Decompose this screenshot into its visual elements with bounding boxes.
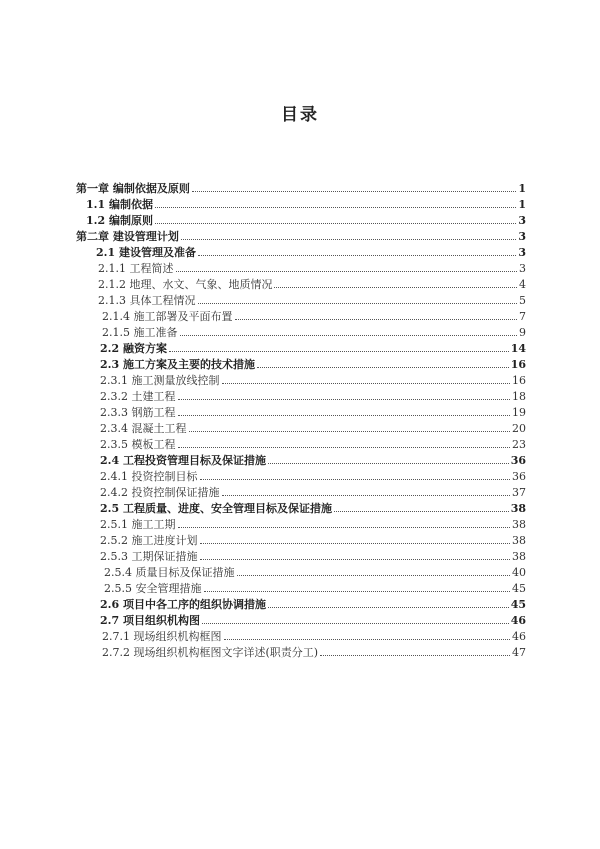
toc-entry-page: 38 — [512, 534, 526, 547]
toc-leader — [155, 223, 516, 224]
toc-entry-page: 40 — [512, 566, 526, 579]
toc-entry-page: 3 — [518, 246, 526, 259]
toc-entry[interactable] — [86, 194, 526, 211]
toc-leader — [237, 575, 511, 576]
toc-entry-label: 2.3.2 土建工程 — [100, 390, 176, 403]
toc-entry[interactable] — [102, 306, 526, 323]
toc-entry-label: 2.7.2 现场组织机构框图文字详述(职责分工) — [102, 646, 319, 659]
toc-leader — [274, 287, 517, 288]
toc-entry-page: 36 — [512, 470, 526, 483]
toc-leader — [334, 511, 509, 512]
toc-entry-page: 14 — [510, 342, 526, 355]
toc-leader — [235, 319, 518, 320]
toc-entry-label: 1.2 编制原则 — [86, 214, 153, 227]
toc-leader — [202, 623, 509, 624]
toc-entry-page: 3 — [519, 262, 526, 275]
toc-leader — [204, 591, 511, 592]
toc-entry-page: 45 — [510, 598, 526, 611]
toc-entry-label: 第二章 建设管理计划 — [76, 230, 179, 243]
toc-entry[interactable] — [98, 290, 526, 307]
toc-leader — [268, 607, 509, 608]
toc-entry-label: 2.1 建设管理及准备 — [96, 246, 196, 259]
toc-leader — [178, 527, 511, 528]
toc-entry[interactable] — [100, 530, 526, 547]
toc-entry-page: 9 — [519, 326, 526, 339]
toc-entry-label: 2.6 项目中各工序的组织协调措施 — [100, 598, 266, 611]
toc-entry[interactable] — [100, 546, 526, 563]
toc-entry-label: 2.5.5 安全管理措施 — [104, 582, 202, 595]
toc-entry-page: 18 — [512, 390, 526, 403]
toc-entry[interactable] — [100, 498, 526, 515]
toc-entry-label: 2.3.3 钢筋工程 — [100, 406, 176, 419]
toc-leader — [178, 447, 511, 448]
toc-leader — [178, 399, 511, 400]
toc-entry-label: 2.1.4 施工部署及平面布置 — [102, 310, 233, 323]
toc-entry-label: 第一章 编制依据及原则 — [76, 182, 190, 195]
toc-leader — [180, 335, 518, 336]
toc-title: 目录 — [281, 105, 319, 125]
toc-entry[interactable] — [86, 210, 526, 227]
toc-entry[interactable] — [100, 354, 526, 371]
toc-entry[interactable] — [100, 434, 526, 451]
toc-entry-page: 38 — [510, 502, 526, 515]
toc-leader — [181, 239, 517, 240]
toc-entry-label: 2.3.4 混凝土工程 — [100, 422, 187, 435]
toc-entry[interactable] — [76, 178, 526, 195]
toc-leader — [222, 495, 511, 496]
toc-entry[interactable] — [100, 482, 526, 499]
toc-entry[interactable] — [96, 242, 526, 259]
toc-entry[interactable] — [104, 578, 526, 595]
toc-leader — [155, 207, 516, 208]
toc-leader — [200, 559, 511, 560]
toc-entry[interactable] — [98, 274, 526, 291]
toc-entry-page: 38 — [512, 550, 526, 563]
toc-entry-page: 3 — [518, 230, 526, 243]
toc-entry[interactable] — [102, 642, 526, 659]
toc-entry[interactable] — [100, 338, 526, 355]
toc-entry-label: 2.5.4 质量目标及保证措施 — [104, 566, 235, 579]
toc-entry-page: 7 — [519, 310, 526, 323]
toc-entry-page: 46 — [512, 630, 526, 643]
toc-leader — [224, 639, 511, 640]
toc-entry-page: 1 — [518, 198, 526, 211]
toc-entry-label: 2.5.3 工期保证措施 — [100, 550, 198, 563]
toc-entry-label: 2.7.1 现场组织机构框图 — [102, 630, 222, 643]
toc-leader — [320, 655, 510, 656]
toc-entry[interactable] — [100, 466, 526, 483]
toc-entry-label: 2.4.2 投资控制保证措施 — [100, 486, 220, 499]
toc-leader — [268, 463, 509, 464]
toc-leader — [178, 415, 511, 416]
toc-entry-label: 2.1.2 地理、水文、气象、地质情况 — [98, 278, 273, 291]
toc-entry-label: 2.1.3 具体工程情况 — [98, 294, 196, 307]
toc-entry-label: 2.4.1 投资控制目标 — [100, 470, 198, 483]
toc-entry-page: 16 — [510, 358, 526, 371]
toc-entry-page: 16 — [512, 374, 526, 387]
toc-entry[interactable] — [102, 626, 526, 643]
toc-entry-page: 23 — [512, 438, 526, 451]
toc-entry-page: 37 — [512, 486, 526, 499]
toc-entry-page: 47 — [512, 646, 526, 659]
toc-entry-label: 2.3 施工方案及主要的技术措施 — [100, 358, 255, 371]
toc-entry-page: 20 — [512, 422, 526, 435]
toc-leader — [200, 543, 511, 544]
toc-entry[interactable] — [100, 450, 526, 467]
toc-entry[interactable] — [100, 386, 526, 403]
toc-leader — [257, 367, 509, 368]
toc-entry[interactable] — [100, 418, 526, 435]
toc-entry-page: 4 — [519, 278, 526, 291]
toc-entry-page: 36 — [510, 454, 526, 467]
toc-entry-label: 1.1 编制依据 — [86, 198, 153, 211]
toc-entry-label: 2.7 项目组织机构图 — [100, 614, 200, 627]
toc-leader — [192, 191, 517, 192]
toc-entry-page: 46 — [510, 614, 526, 627]
toc-entry-page: 1 — [518, 182, 526, 195]
toc-entry[interactable] — [100, 402, 526, 419]
toc-entry-page: 19 — [512, 406, 526, 419]
toc-entry-page: 45 — [512, 582, 526, 595]
toc-entry-label: 2.4 工程投资管理目标及保证措施 — [100, 454, 266, 467]
toc-entry-page: 38 — [512, 518, 526, 531]
toc-entry-page: 5 — [519, 294, 526, 307]
toc-leader — [176, 271, 518, 272]
toc-entry-label: 2.1.5 施工准备 — [102, 326, 178, 339]
toc-entry-label: 2.3.1 施工测量放线控制 — [100, 374, 220, 387]
toc-leader — [198, 255, 516, 256]
toc-entry[interactable] — [100, 610, 526, 627]
toc-leader — [222, 383, 511, 384]
toc-entry[interactable] — [104, 562, 526, 579]
toc-leader — [198, 303, 518, 304]
toc-entry[interactable] — [102, 322, 526, 339]
toc-entry-label: 2.5.2 施工进度计划 — [100, 534, 198, 547]
toc-entry[interactable] — [100, 370, 526, 387]
toc-entry-label: 2.5.1 施工工期 — [100, 518, 176, 531]
toc-entry[interactable] — [76, 226, 526, 243]
toc-entry[interactable] — [98, 258, 526, 275]
toc-entry[interactable] — [100, 594, 526, 611]
toc-entry-label: 2.5 工程质量、进度、安全管理目标及保证措施 — [100, 502, 332, 515]
toc-leader — [169, 351, 509, 352]
toc-entry-label: 2.3.5 模板工程 — [100, 438, 176, 451]
toc-leader — [200, 479, 511, 480]
toc-entry-page: 3 — [518, 214, 526, 227]
toc-entry-label: 2.2 融资方案 — [100, 342, 167, 355]
toc-entry-label: 2.1.1 工程简述 — [98, 262, 174, 275]
toc-leader — [189, 431, 511, 432]
toc-entry[interactable] — [100, 514, 526, 531]
